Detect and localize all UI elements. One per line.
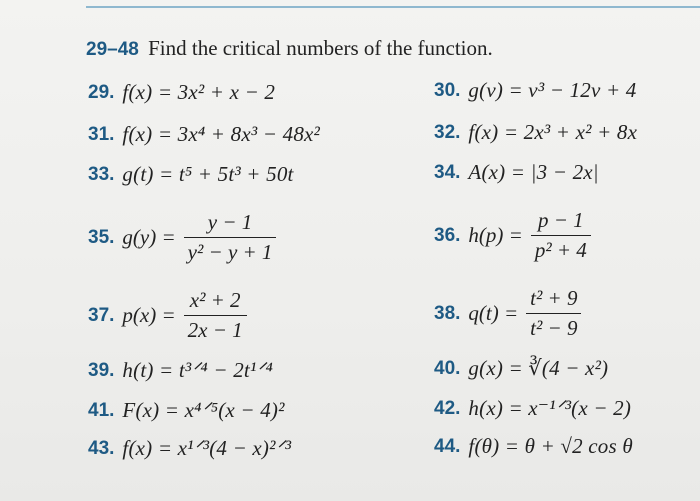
problem-number: 38.	[434, 302, 461, 324]
problem-43	[88, 436, 291, 461]
problem-number: 32.	[434, 121, 461, 143]
problem-number: 42.	[434, 397, 461, 419]
problem-37	[88, 288, 247, 343]
problem-number: 40.	[434, 357, 461, 379]
fraction-numerator: t² + 9	[530, 286, 578, 310]
problem-expression: f(θ) = θ + √2 cos θ	[468, 434, 633, 458]
problem-number: 36.	[434, 224, 461, 246]
problem-expression: f(x) = 3x² + x − 2	[122, 80, 276, 104]
fraction	[184, 288, 247, 343]
fraction-numerator: x² + 2	[189, 288, 241, 312]
top-divider-line	[86, 6, 700, 8]
problem-36	[434, 208, 591, 263]
problem-lhs: g(y) =	[122, 225, 176, 249]
problem-41	[88, 398, 285, 423]
problem-42	[434, 396, 631, 421]
fraction-denominator: y² − y + 1	[184, 237, 277, 265]
fraction-denominator: p² + 4	[531, 235, 591, 263]
problem-number: 29.	[88, 81, 115, 103]
problem-expression: f(x) = 2x³ + x² + 8x	[468, 120, 638, 144]
problem-number: 35.	[88, 226, 115, 248]
exercise-range: 29–48	[86, 39, 139, 60]
problem-38	[434, 286, 581, 341]
problem-expression: g(t) = t⁵ + 5t³ + 50t	[122, 162, 294, 186]
problem-expression: h(x) = x⁻¹ᐟ³(x − 2)	[468, 396, 632, 420]
problem-30	[434, 78, 636, 103]
problem-number: 41.	[88, 399, 115, 421]
problem-expression: h(t) = t³ᐟ⁴ − 2t¹ᐟ⁴	[122, 358, 274, 382]
problem-32	[434, 120, 637, 145]
fraction	[526, 286, 581, 341]
problem-expression: g(v) = v³ − 12v + 4	[468, 78, 637, 102]
exercise-instruction: Find the critical numbers of the function.	[148, 36, 493, 60]
problem-lhs: q(t) =	[468, 301, 519, 325]
problem-number: 37.	[88, 304, 115, 326]
problem-number: 30.	[434, 79, 461, 101]
problem-expression: f(x) = 3x⁴ + 8x³ − 48x²	[122, 122, 321, 146]
problem-lhs: p(x) =	[122, 303, 176, 327]
problem-lhs: h(p) =	[468, 223, 523, 247]
problem-number: 31.	[88, 123, 115, 145]
fraction-numerator: p − 1	[537, 208, 584, 232]
fraction	[531, 208, 591, 263]
exercise-header	[86, 36, 493, 61]
problem-number: 39.	[88, 359, 115, 381]
problem-expression: g(x) = ∛(4 − x²)	[468, 356, 609, 380]
problem-number: 33.	[88, 163, 115, 185]
fraction	[184, 210, 277, 265]
problem-44	[434, 434, 633, 459]
fraction-numerator: y − 1	[207, 210, 253, 234]
problem-31	[88, 122, 320, 147]
fraction-denominator: t² − 9	[526, 313, 581, 341]
problem-35	[88, 210, 276, 265]
problem-34	[434, 160, 599, 185]
problem-expression: f(x) = x¹ᐟ³(4 − x)²ᐟ³	[122, 436, 292, 460]
problem-number: 44.	[434, 435, 461, 457]
fraction-denominator: 2x − 1	[184, 315, 247, 343]
problem-number: 34.	[434, 161, 461, 183]
problem-40	[434, 356, 608, 381]
problem-29	[88, 80, 275, 105]
problem-expression: F(x) = x⁴ᐟ⁵(x − 4)²	[122, 398, 285, 422]
problem-expression: A(x) = |3 − 2x|	[468, 160, 599, 184]
problem-number: 43.	[88, 437, 115, 459]
problem-39	[88, 358, 273, 383]
problem-33	[88, 162, 294, 187]
